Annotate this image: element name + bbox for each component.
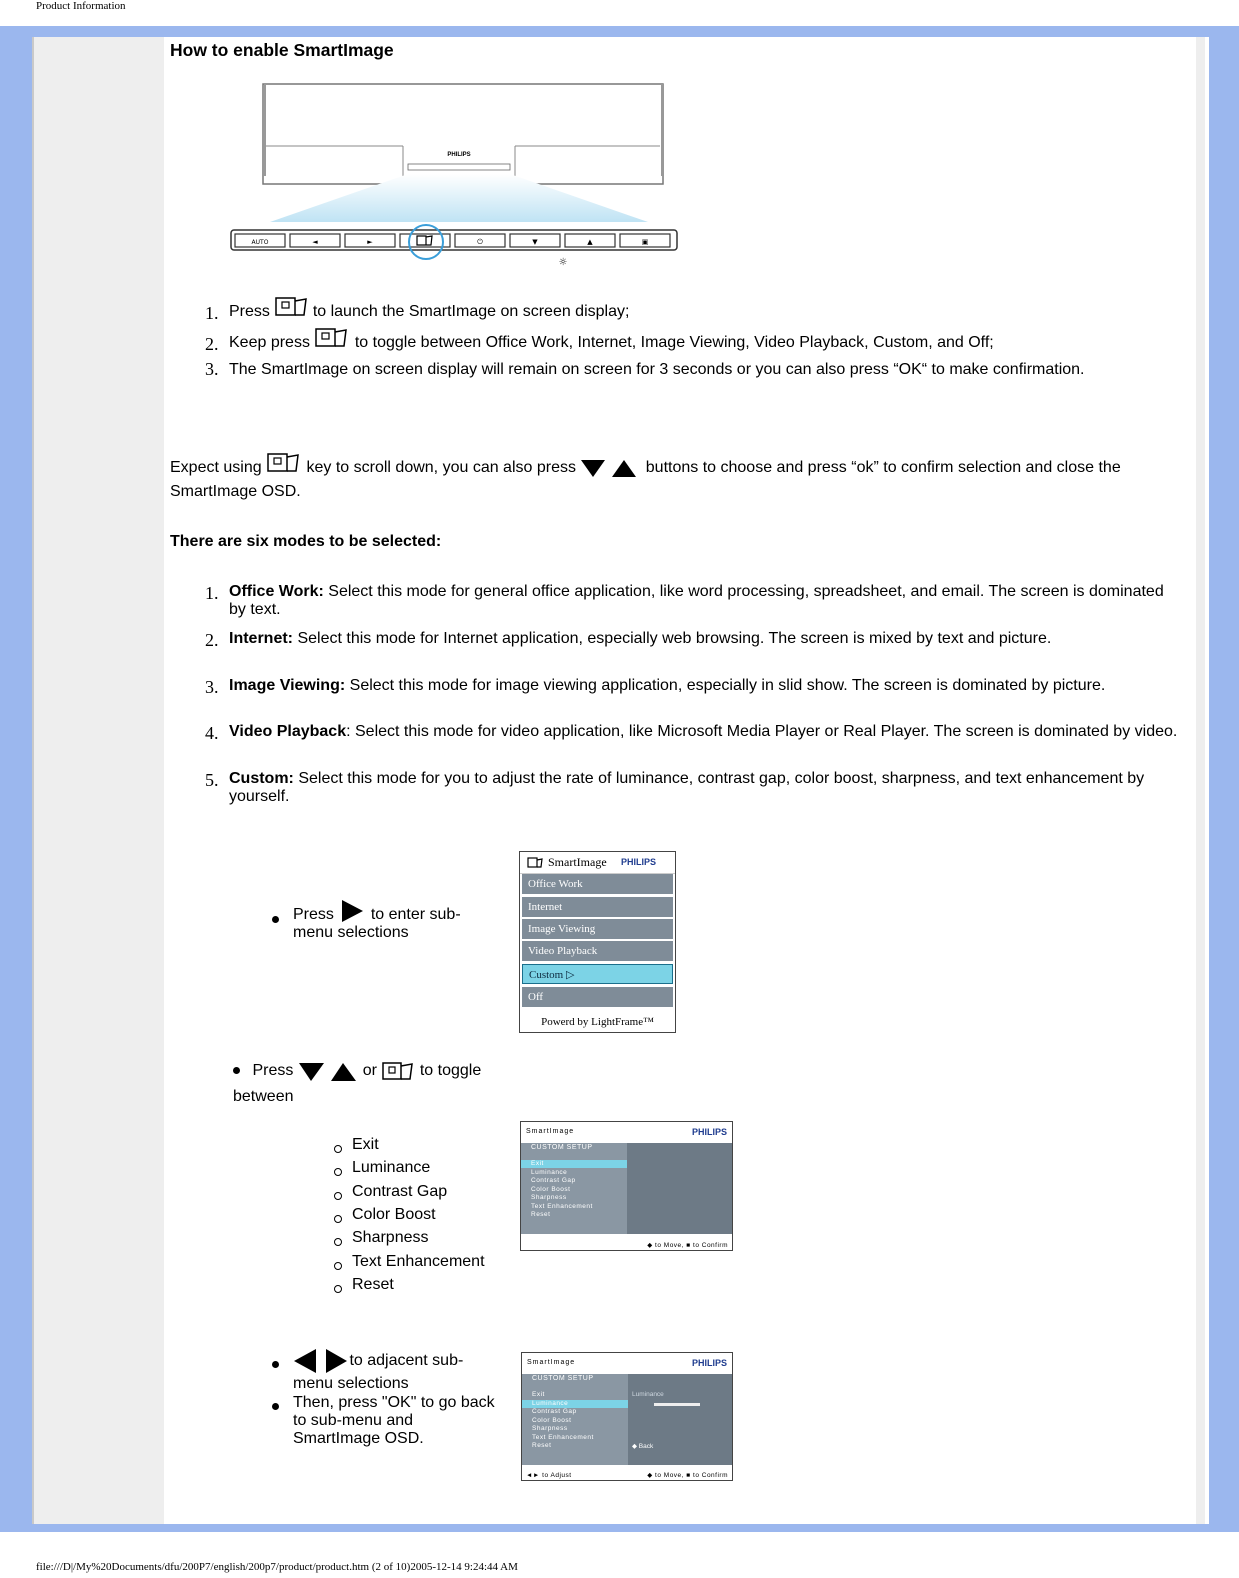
mode-item-internet: 2. Internet: Select this mode for Internet application, especially web browsing. The screen is mixed by text and picture. bbox=[205, 630, 1052, 650]
custom-setup-osd-adjust: SmartImage PHILIPS CUSTOM SETUP Exit Luminance Contrast Gap Color Boost Sharpness Text Enhancement Reset Luminance ◆ Back ◄► to Adjust ◆ to Move, ■ to Confirm bbox=[521, 1352, 733, 1481]
right-column bbox=[1196, 37, 1205, 1524]
custom-setup-item: Sharpness bbox=[532, 1425, 568, 1432]
step-3: 3. The SmartImage on screen display will remain on screen for 3 seconds or you can also press “OK“ to make confirmation. bbox=[205, 359, 1085, 379]
svg-text:☼: ☼ bbox=[558, 257, 568, 268]
osd-menu-item: Office Work bbox=[522, 874, 673, 894]
custom-setup-item: Sharpness bbox=[531, 1194, 567, 1201]
mode-item-video-playback: 4. Video Playback: Select this mode for video application, like Microsoft Media Player or Real Player. The screen is dominated by video. bbox=[205, 723, 1178, 743]
custom-setup-item: Luminance bbox=[531, 1168, 568, 1176]
custom-setup-item: Reset bbox=[532, 1442, 552, 1449]
circle-bullet-icon bbox=[334, 1145, 342, 1153]
down-arrow-icon bbox=[580, 458, 606, 478]
step-1: 1. Press to launch the SmartImage on screen display; bbox=[229, 303, 1189, 321]
adjust-bullet-1: to adjacent sub-menu selections bbox=[293, 1347, 503, 1393]
mode-item-image-viewing: 3. Image Viewing: Select this mode for image viewing application, especially in slid show. The screen is dominated by picture. bbox=[205, 677, 1106, 697]
circle-bullet-icon bbox=[334, 1215, 342, 1223]
section-title: How to enable SmartImage bbox=[170, 40, 394, 60]
smartimage-key-icon bbox=[266, 451, 302, 477]
sub-menu-item: Exit bbox=[352, 1136, 379, 1154]
osd-menu-item: Image Viewing bbox=[522, 919, 673, 939]
monitor-button-label: ▲ bbox=[587, 238, 593, 246]
monitor-button-label: ◄ bbox=[312, 238, 318, 246]
down-arrow-icon bbox=[298, 1060, 326, 1082]
sub-menu-item: Color Boost bbox=[352, 1206, 436, 1224]
sub-menu-item: Sharpness bbox=[352, 1229, 429, 1247]
sub-menu-item: Reset bbox=[352, 1276, 394, 1294]
mode-item-custom: 5. Custom: Select this mode for you to adjust the rate of luminance, contrast gap, color boost, sharpness, and text enhancement by yourself. bbox=[205, 770, 1145, 805]
monitor-illustration bbox=[228, 82, 680, 268]
left-column bbox=[34, 37, 164, 1524]
osd-footer: Powerd by LightFrame™ bbox=[541, 1016, 654, 1028]
up-arrow-icon bbox=[611, 458, 637, 478]
right-arrow-icon bbox=[338, 899, 366, 923]
custom-setup-item: Exit bbox=[521, 1160, 627, 1168]
custom-setup-item: Color Boost bbox=[531, 1185, 571, 1193]
up-arrow-icon bbox=[330, 1060, 358, 1082]
monitor-button-label: ⏻ bbox=[477, 238, 483, 246]
custom-setup-item: Luminance bbox=[522, 1400, 628, 1408]
custom-bullet: Press to enter sub-menu selections bbox=[293, 906, 498, 942]
circle-bullet-icon bbox=[334, 1285, 342, 1293]
osd-menu-item: Custom ▷ bbox=[522, 964, 673, 984]
osd-menu-item: Internet bbox=[522, 897, 673, 917]
right-arrow-icon bbox=[323, 1347, 349, 1375]
circle-bullet-icon bbox=[334, 1262, 342, 1270]
smartimage-icon bbox=[527, 857, 543, 869]
circle-bullet-icon bbox=[334, 1192, 342, 1200]
mode-item-office-work: 1. Office Work: Select this mode for general office application, like word processing, spreadsheet, and email. The screen is dominated by text. bbox=[205, 583, 1164, 618]
monitor-button-label: ▣ bbox=[641, 238, 649, 246]
luminance-slider bbox=[654, 1403, 700, 1406]
monitor-brand: PHILIPS bbox=[447, 152, 471, 158]
print-footer: file:///D|/My%20Documents/dfu/200P7/english/200p7/product/product.htm (2 of 10)2005-12-14 9:24:44 AM bbox=[36, 1561, 518, 1573]
sub-menu-item: Contrast Gap bbox=[352, 1183, 447, 1201]
osd-menu-item: Video Playback bbox=[522, 941, 673, 961]
adjust-bullets bbox=[293, 1347, 503, 1448]
custom-setup-item: Text Enhancement bbox=[531, 1202, 593, 1210]
monitor-button-label: ► bbox=[367, 238, 373, 246]
smartimage-key-icon bbox=[314, 326, 350, 352]
modes-title: There are six modes to be selected: bbox=[170, 533, 442, 550]
custom-setup-item: Contrast Gap bbox=[531, 1177, 576, 1184]
toggle-bullet: Press or to toggle between bbox=[233, 1058, 523, 1110]
custom-setup-item: Reset bbox=[531, 1211, 551, 1218]
custom-setup-item: Exit bbox=[532, 1391, 545, 1398]
custom-setup-item: Contrast Gap bbox=[532, 1408, 577, 1415]
custom-setup-item: Color Boost bbox=[532, 1416, 572, 1424]
osd-menu-item: Off bbox=[522, 987, 673, 1007]
monitor-button-label: ▼ bbox=[532, 238, 538, 246]
left-arrow-icon bbox=[293, 1347, 319, 1375]
monitor-button-label: AUTO bbox=[251, 239, 269, 246]
sub-menu-item: Luminance bbox=[352, 1159, 430, 1177]
sub-menu-item: Text Enhancement bbox=[352, 1253, 485, 1271]
smartimage-osd-menu: SmartImage PHILIPS Office Work Internet Image Viewing Video Playback Custom ▷ Off Powerd by LightFrame™ bbox=[519, 851, 676, 1033]
smartimage-key-icon bbox=[381, 1059, 415, 1083]
print-header: Product Information bbox=[36, 0, 126, 12]
custom-setup-item: Text Enhancement bbox=[532, 1433, 594, 1441]
smartimage-key-icon bbox=[274, 295, 308, 321]
adjust-bullet-2: Then, press "OK" to go back to sub-menu and SmartImage OSD. bbox=[293, 1394, 503, 1448]
expect-paragraph: Expect using key to scroll down, you can also press buttons to choose and press “ok” to confirm selection and close the SmartImage OSD. bbox=[170, 456, 1190, 504]
custom-setup-osd: SmartImage PHILIPS CUSTOM SETUP Exit Luminance Contrast Gap Color Boost Sharpness Text Enhancement Reset ◆ to Move, ■ to Confirm bbox=[520, 1121, 733, 1251]
step-2: 2. Keep press to toggle between Office Work, Internet, Image Viewing, Video Playback, Custom, and Off; bbox=[229, 334, 1189, 352]
